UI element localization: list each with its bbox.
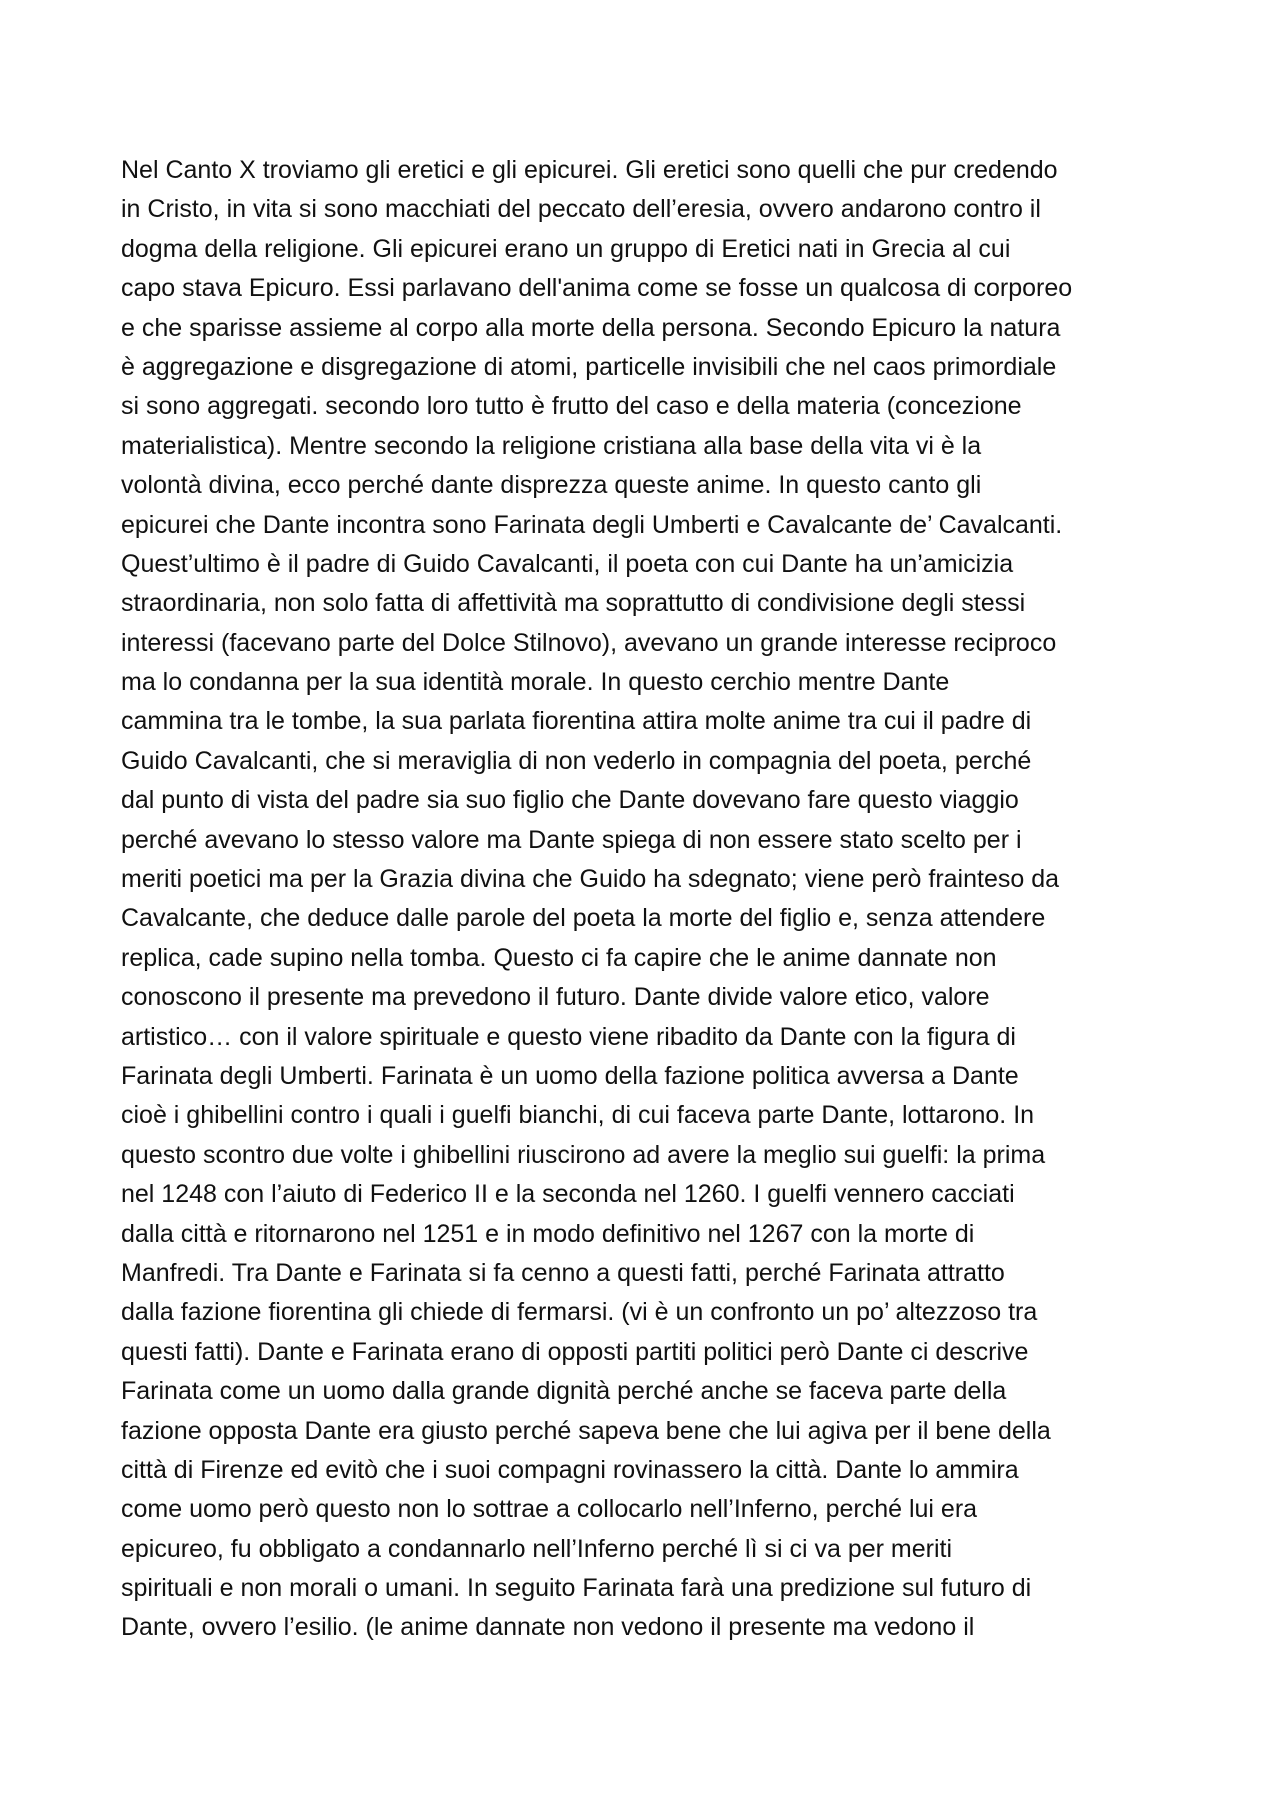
text-line-23: artistico… con il valore spirituale e questo viene ribadito da Dante con la figura di bbox=[121, 1022, 1016, 1051]
text-line-29: Manfredi. Tra Dante e Farinata si fa cenno a questi fatti, perché Farinata attratto bbox=[121, 1258, 1005, 1287]
text-line-38: Dante, ovvero l’esilio. (le anime dannate non vedono il presente ma vedono il bbox=[121, 1613, 975, 1642]
text-line-1: Nel Canto X troviamo gli eretici e gli epicurei. Gli eretici sono quelli che pur credendo bbox=[121, 156, 1058, 184]
text-line-22: conoscono il presente ma prevedono il futuro. Dante divide valore etico, valore bbox=[121, 983, 990, 1012]
text-line-19: meriti poetici ma per la Grazia divina che Guido ha sdegnato; viene però frainteso da bbox=[121, 865, 1060, 894]
text-line-28: dalla città e ritornarono nel 1251 e in modo definitivo nel 1267 con la morte di bbox=[121, 1219, 975, 1248]
text-line-12: straordinaria, non solo fatta di affettività ma soprattutto di condivisione degli stessi bbox=[121, 589, 1026, 618]
text-line-25: cioè i ghibellini contro i quali i guelfi bianchi, di cui faceva parte Dante, lottarono. In bbox=[121, 1101, 1035, 1130]
text-line-24: Farinata degli Umberti. Farinata è un uomo della fazione politica avversa a Dante bbox=[121, 1061, 1019, 1090]
text-line-13: interessi (facevano parte del Dolce Stilnovo), avevano un grande interesse reciproco bbox=[121, 628, 1057, 657]
text-line-17: dal punto di vista del padre sia suo figlio che Dante dovevano fare questo viaggio bbox=[121, 786, 1019, 815]
text-line-35: come uomo però questo non lo sottrae a collocarlo nell’Inferno, perché lui era bbox=[121, 1495, 978, 1524]
text-line-3: dogma della religione. Gli epicurei erano un gruppo di Eretici nati in Grecia al cui bbox=[121, 234, 1011, 263]
text-line-26: questo scontro due volte i ghibellini riuscirono ad avere la meglio sui guelfi: la prima bbox=[121, 1140, 1046, 1169]
text-line-21: replica, cade supino nella tomba. Questo ci fa capire che le anime dannate non bbox=[121, 943, 997, 972]
text-line-8: materialistica). Mentre secondo la religione cristiana alla base della vita vi è la bbox=[121, 431, 982, 460]
text-line-6: è aggregazione e disgregazione di atomi, particelle invisibili che nel caos primordiale bbox=[121, 352, 1057, 381]
text-line-9: volontà divina, ecco perché dante disprezza queste anime. In questo canto gli bbox=[121, 471, 982, 500]
text-line-2: in Cristo, in vita si sono macchiati del peccato dell’eresia, ovvero andarono contro il bbox=[121, 195, 1041, 224]
text-line-11: Quest’ultimo è il padre di Guido Cavalcanti, il poeta con cui Dante ha un’amicizia bbox=[121, 549, 1014, 578]
text-line-18: perché avevano lo stesso valore ma Dante spiega di non essere stato scelto per i bbox=[121, 825, 1022, 854]
text-line-34: città di Firenze ed evitò che i suoi compagni rovinassero la città. Dante lo ammira bbox=[121, 1455, 1019, 1484]
text-line-5: e che sparisse assieme al corpo alla morte della persona. Secondo Epicuro la natura bbox=[121, 313, 1061, 342]
text-line-20: Cavalcante, che deduce dalle parole del poeta la morte del figlio e, senza attendere bbox=[121, 904, 1046, 933]
text-line-30: dalla fazione fiorentina gli chiede di fermarsi. (vi è un confronto un po’ altezzoso tra bbox=[121, 1298, 1038, 1327]
text-line-4: capo stava Epicuro. Essi parlavano dell'anima come se fosse un qualcosa di corporeo bbox=[121, 274, 1073, 303]
text-line-7: si sono aggregati. secondo loro tutto è frutto del caso e della materia (concezione bbox=[121, 392, 1022, 421]
text-line-32: Farinata come un uomo dalla grande dignità perché anche se faceva parte della bbox=[121, 1377, 1007, 1406]
text-line-37: spirituali e non morali o umani. In seguito Farinata farà una predizione sul futuro di bbox=[121, 1574, 1032, 1603]
text-line-14: ma lo condanna per la sua identità morale. In questo cerchio mentre Dante bbox=[121, 668, 950, 697]
text-line-27: nel 1248 con l’aiuto di Federico II e la seconda nel 1260. I guelfi vennero cacciati bbox=[121, 1180, 1015, 1209]
body-text bbox=[121, 151, 1181, 1648]
text-line-36: epicureo, fu obbligato a condannarlo nell’Inferno perché lì si ci va per meriti bbox=[121, 1534, 953, 1563]
text-line-10: epicurei che Dante incontra sono Farinata degli Umberti e Cavalcante de’ Cavalcanti. bbox=[121, 510, 1063, 539]
text-line-15: cammina tra le tombe, la sua parlata fiorentina attira molte anime tra cui il padre di bbox=[121, 707, 1032, 736]
text-line-31: questi fatti). Dante e Farinata erano di opposti partiti politici però Dante ci descrive bbox=[121, 1337, 1029, 1366]
text-line-33: fazione opposta Dante era giusto perché sapeva bene che lui agiva per il bene della bbox=[121, 1416, 1051, 1445]
text-line-16: Guido Cavalcanti, che si meraviglia di non vederlo in compagnia del poeta, perché bbox=[121, 746, 1032, 775]
